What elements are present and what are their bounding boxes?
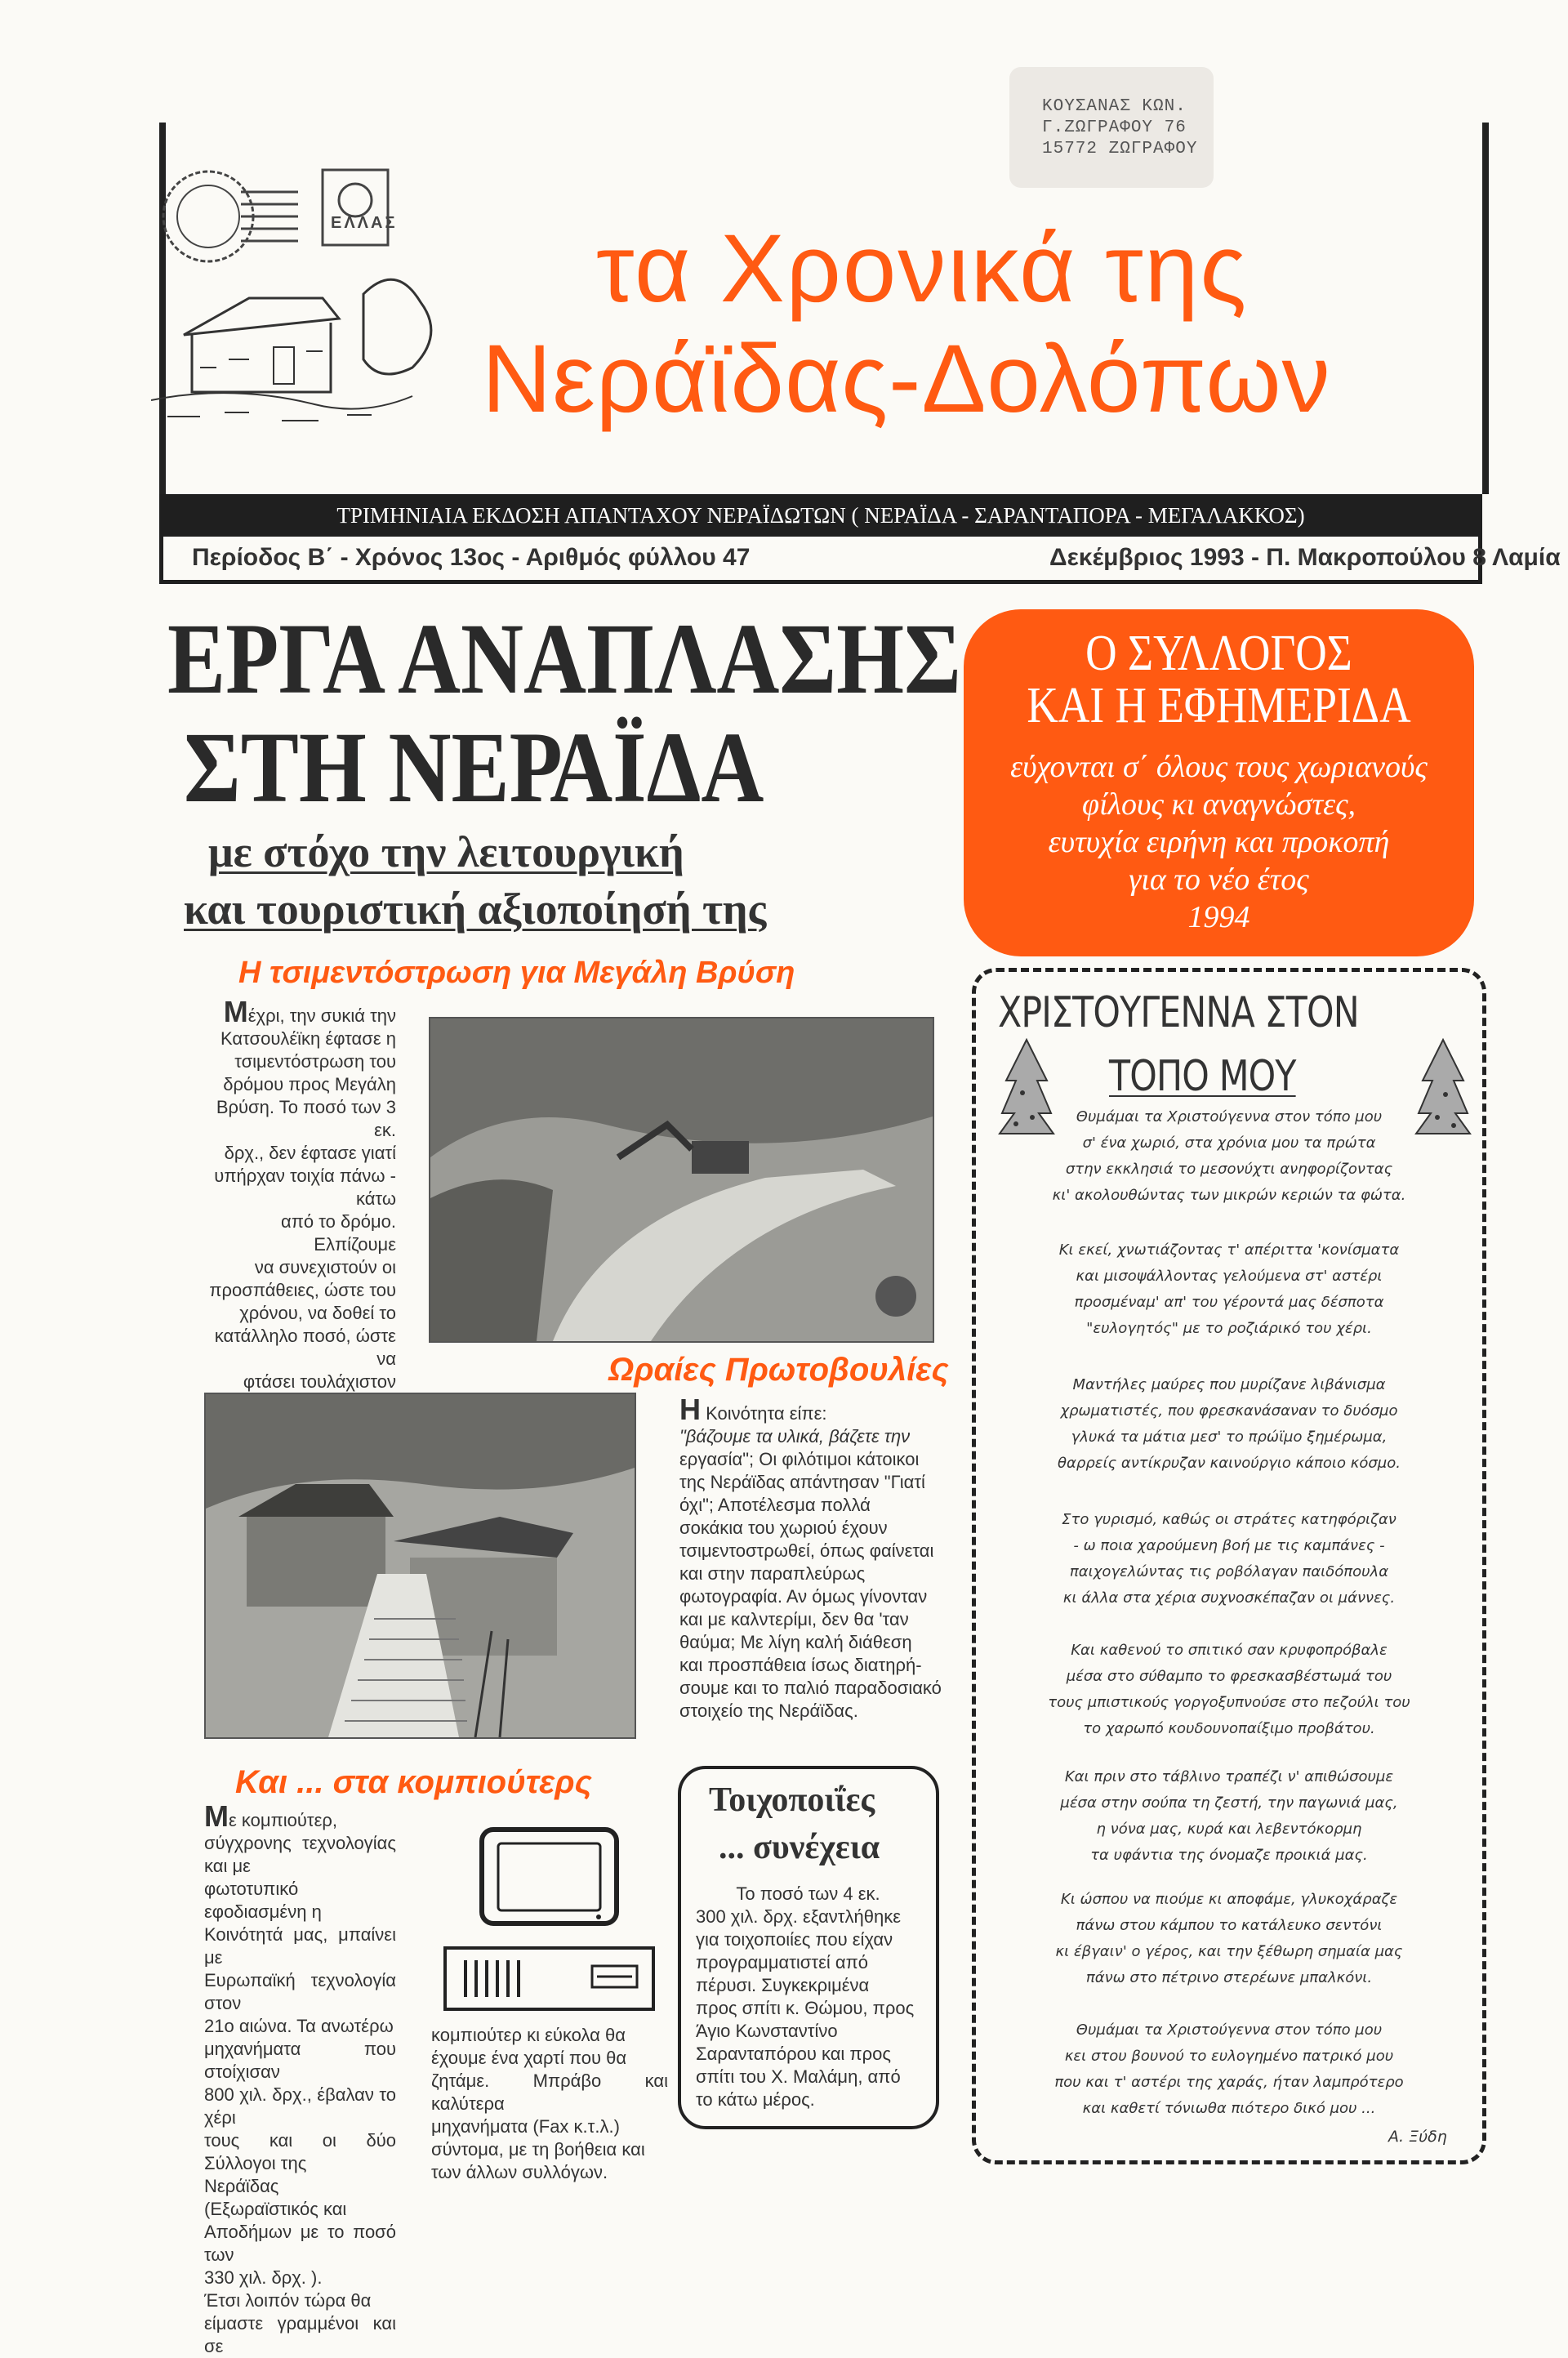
computer-icon xyxy=(437,1825,662,2017)
article3-line: τους και οι δύο Σύλλογοι της xyxy=(204,2130,396,2173)
article2-line: και στην παραπλεύρως xyxy=(679,1563,866,1584)
headline-subtitle-2: και τουριστική αξιοποίησή της xyxy=(184,885,767,934)
article1-body xyxy=(204,995,396,1439)
article3-line: κομπιούτερ κι εύκολα θα xyxy=(431,2025,626,2045)
article3-line: ζητάμε. Μπράβο και καλύτερα xyxy=(431,2070,668,2114)
article4-line: Το ποσό των 4 εκ. xyxy=(736,1883,880,1904)
address-line-1: ΚΟΥΣΑΝΑΣ ΚΩΝ. xyxy=(1042,97,1187,116)
poem-line: Μαντήλες μαύρες που μυρίζανε λιβάνισμα xyxy=(1072,1376,1386,1393)
headline-subtitle-1: με στόχο την λειτουργική xyxy=(208,827,684,876)
headline-line1: ΕΡΓΑ ΑΝΑΠΛΑΣΗΣ xyxy=(167,603,961,715)
address-line-2: Γ.ΖΩΓΡΑΦΟΥ 76 xyxy=(1042,118,1187,137)
poem-line: σ' ένα χωριό, στα χρόνια μου τα πρώτα xyxy=(1082,1134,1376,1152)
road-photo-illustration xyxy=(430,1019,933,1341)
article3-line: Αποδήμων με το ποσό των xyxy=(204,2222,396,2265)
poem-line: κι άλλα στα χέρια συχνοσκέπαζαν οι μάννες. xyxy=(1062,1589,1396,1607)
article1-line: υπήρχαν τοιχία πάνω - κάτω xyxy=(214,1166,396,1209)
article2-line: όχι"; Αποτέλεσμα πολλά xyxy=(679,1495,871,1515)
article2-line: Κοινότητα είπε: xyxy=(706,1403,827,1424)
article3-line: Ευρωπαϊκή τεχνολογία στον xyxy=(204,1970,396,2013)
article1-title: Η τσιμεντόστρωση για Μεγάλη Βρύση xyxy=(238,956,795,990)
article1-line: δρόμου προς Μεγάλη xyxy=(223,1074,396,1094)
poem-stanza xyxy=(988,1764,1470,1869)
article3-line: σύντομα, με τη βοήθεια και xyxy=(431,2139,645,2160)
article2-line: στοιχείο της Νεράϊδας. xyxy=(679,1701,858,1721)
issue-info-bar xyxy=(159,537,1561,584)
address-line-3: 15772 ΖΩΓΡΑΦΟΥ xyxy=(1042,140,1198,158)
masthead-band: ΤΡΙΜΗΝΙΑΙΑ ΕΚΔΟΣΗ ΑΠΑΝΤΑΧΟΥ ΝΕΡΑΪΔΩΤΩΝ ( ΝΕΡΑΪΔΑ - ΣΑΡΑΝΤΑΠΟΡΑ - ΜΕΓΑΛΑΚΚΟΣ) xyxy=(159,494,1482,537)
poem-stanza xyxy=(988,1887,1470,1991)
article3-line: 800 χιλ. δρχ., έβαλαν το χέρι xyxy=(204,2084,396,2128)
article3-line: μηχανήματα (Fax κ.τ.λ.) xyxy=(431,2116,620,2137)
poem-line: μέσα στο σύθαμπο το φρεσκασβέστωμά του xyxy=(1066,1668,1392,1685)
greeting-year: 1994 xyxy=(1187,900,1250,934)
article1-line: έχρι, την συκιά την xyxy=(247,1005,396,1026)
article3-body-cont xyxy=(431,2024,668,2184)
poem-line: παιχογελώντας τις ροβόλαγαν παιδόπουλα xyxy=(1069,1563,1389,1580)
poem-line: Κι εκεί, χνωτιάζοντας τ' απέριττα 'κονίσματα xyxy=(1058,1241,1400,1259)
headline-line2: ΣΤΗ ΝΕΡΑΪΔΑ xyxy=(184,711,764,823)
article2-dropcap: Η xyxy=(679,1393,701,1426)
poem-line: τους μπιστικούς γοργοξυπνούσε στο πεζούλι του xyxy=(1048,1694,1410,1711)
article3-line: σύγχρονης τεχνολογίας και με xyxy=(204,1833,396,1876)
article2-body xyxy=(679,1393,949,1723)
article1-line: Κατσουλέϊκη έφτασε η xyxy=(220,1028,396,1049)
article1-line: χρόνου, να δοθεί το xyxy=(239,1303,396,1323)
article1-line: φτάσει τουλάχιστον xyxy=(243,1371,396,1392)
article4-line: Σαρανταπόρου και προς xyxy=(696,2044,891,2064)
greeting-line-3: ευτυχία ειρήνη και προκοπή xyxy=(1048,825,1390,859)
article2-line: "βάζουμε τα υλικά, βάζετε την xyxy=(679,1426,911,1446)
article3-line: 21ο αιώνα. Τα ανωτέρω xyxy=(204,2016,394,2036)
article1-line: κατάλληλο ποσό, ώστε να xyxy=(214,1326,396,1369)
article1-line: να συνεχιστούν οι xyxy=(254,1257,396,1277)
postmark-illustration xyxy=(151,155,461,441)
article2-line: σοκάκια του χωριού έχουν xyxy=(679,1518,888,1538)
poem-stanza xyxy=(988,1237,1470,1342)
article4-line: προγραμματιστεί από xyxy=(696,1952,869,1972)
poem-line: κι' ακολουθώντας των μικρών κεριών τα φώτα. xyxy=(1052,1187,1406,1204)
article4-title1: Τοιχοποιΐες xyxy=(709,1781,875,1819)
poem-line: πάνω στο πέτρινο στερέωνε μπαλκόνι. xyxy=(1085,1969,1373,1986)
article2-line: και προσπάθεια ίσως διατηρή- xyxy=(679,1655,922,1675)
article3-title: Και ... στα κομπιούτερς xyxy=(235,1764,592,1800)
article3-line: 330 χιλ. δρχ. ). xyxy=(204,2267,323,2288)
poem-line: Και πριν στο τάβλινο τραπέζι ν' απιθώσουμε xyxy=(1064,1768,1394,1785)
poem-line: πάνω στου κάμπου το κατάλευκο σεντόνι xyxy=(1076,1917,1383,1934)
greeting-line-1: εύχονται σ΄ όλους τους χωριανούς xyxy=(1010,750,1428,784)
poem-line: Και καθενού το σπιτικό σαν κρυφοπρόβαλε xyxy=(1071,1642,1388,1659)
article1-line: δρχ., δεν έφτασε γιατί xyxy=(224,1143,396,1163)
article4-line: προς σπίτι κ. Θώμου, προς xyxy=(696,1998,915,2018)
poem-stanza xyxy=(988,1638,1470,1742)
article3-line: Νεράϊδας (Εξωραϊστικός και xyxy=(204,2176,347,2219)
article2-title: Ωραίες Πρωτοβουλίες xyxy=(608,1352,949,1388)
article2-line: τσιμεντοστρωθεί, όπως φαίνεται xyxy=(679,1540,934,1561)
poem-line: στην εκκλησιά το μεσονύχτι ανηφορίζοντας xyxy=(1065,1161,1393,1178)
poem-line: προσμέναμ' απ' του γέροντά μας δέσποτα xyxy=(1074,1294,1384,1311)
poem-line: και μισοψάλλοντας γελούμενα στ' αστέρι xyxy=(1076,1268,1383,1285)
article2-line: και με καλντερίμι, δεν θα 'ταν xyxy=(679,1609,909,1629)
issue-date: Δεκέμβριος 1993 - Π. Μακροπούλου 8 Λαμία xyxy=(1049,544,1561,571)
poem-line: Θυμάμαι τα Χριστούγεννα στον τόπο μου xyxy=(1076,2021,1383,2039)
article3-line: των άλλων συλλόγων. xyxy=(431,2162,608,2182)
article1-line: από το δρόμο. Ελπίζουμε xyxy=(281,1211,396,1255)
poem-stanza xyxy=(988,2017,1470,2122)
poem-line: η νόνα μας, κυρά και λεβεντόκορμη xyxy=(1096,1821,1362,1838)
article4-title2: ... συνέχεια xyxy=(719,1829,880,1866)
poem-line: τα υφάντια της όνομαζε προικιά μας. xyxy=(1090,1847,1368,1864)
village-photo xyxy=(204,1393,636,1739)
article1-dropcap: Μ xyxy=(223,995,248,1028)
article2-line: σουμε και το παλιό παραδοσιακό xyxy=(679,1678,942,1698)
poem-line: γλυκά τα μάτια μεσ' το πρώϊμο ξημέρωμα, xyxy=(1071,1429,1388,1446)
poem-line: χρωματιστές, που φρεσκανάσαναν το δυόσμο xyxy=(1060,1402,1398,1420)
stamp-country: ΕΛΛΑΣ xyxy=(331,214,398,232)
article2-line: θαύμα; Με λίγη καλή διάθεση xyxy=(679,1632,912,1652)
article3-line: Κοινότητά μας, μπαίνει με xyxy=(204,1924,396,1968)
article2-line: φωτογραφία. Αν όμως γίνονταν xyxy=(679,1586,928,1607)
article2-line: της Νεράϊδας απάντησαν "Γιατί xyxy=(679,1472,925,1492)
poem-line: "ευλογητός" με το ροζιάρικό του χέρι. xyxy=(1086,1320,1372,1337)
article4-body xyxy=(696,1883,920,2111)
poem-line: Στο γυρισμό, καθώς οι στράτες κατηφόριζαν xyxy=(1062,1511,1396,1528)
poem-line: - ω ποια χαρούμενη βοή με τις καμπάνες - xyxy=(1073,1537,1385,1554)
poem-stanza xyxy=(988,1372,1470,1477)
article3-line: φωτοτυπικό εφοδιασμένη η xyxy=(204,1879,322,1922)
article1-line: Βρύση. Το ποσό των 3 εκ. xyxy=(216,1097,396,1140)
issue-info: Περίοδος Β΄ - Χρόνος 13ος - Αριθμός φύλλου 47 xyxy=(192,544,751,571)
article1-line: προσπάθειες, ώστε του xyxy=(209,1280,396,1300)
village-photo-illustration xyxy=(206,1394,635,1737)
greeting-title-2: ΚΑΙ Η ΕΦΗΜΕΡΙΔΑ xyxy=(1027,678,1411,733)
poem-signature: Α. Ξύδη xyxy=(1388,2128,1447,2146)
greeting-box xyxy=(964,609,1474,956)
poem-line: Θυμάμαι τα Χριστούγεννα στον τόπο μου xyxy=(1076,1108,1383,1126)
road-photo xyxy=(429,1017,934,1343)
poem-line: το χαρωπό κουδουνοπαίξιμο προβάτου. xyxy=(1083,1720,1375,1737)
article4-line: το κάτω μέρος. xyxy=(696,2089,815,2110)
article4-line: 300 χιλ. δρχ. εξαντλήθηκε xyxy=(696,1906,902,1927)
article3-body xyxy=(204,1799,396,2358)
poem-line: και καθετί τόνιωθα πιότερο δικό μου ... xyxy=(1082,2100,1376,2117)
article1-line: τσιμεντόστρωση του xyxy=(234,1051,396,1072)
masthead-title-line1: τα Χρονικά της xyxy=(596,215,1249,323)
article3-line: μηχανήματα που στοίχισαν xyxy=(204,2039,396,2082)
poem-title-2: ΤΟΠΟ ΜΟΥ xyxy=(1109,1052,1296,1101)
article3-dropcap: Μ xyxy=(204,1799,229,1833)
poem-line: θαρρείς αντίκρυζαν καινούργιο κάποιο κόσμο. xyxy=(1058,1455,1401,1472)
greeting-line-4: για το νέο έτος xyxy=(1129,863,1309,897)
article4-line: Άγιο Κωνσταντίνο xyxy=(696,2021,838,2041)
article3-line: έχουμε ένα χαρτί που θα xyxy=(431,2048,627,2068)
article4-line: σπίτι του Χ. Μαλάμη, από xyxy=(696,2066,901,2087)
greeting-line-2: φίλους κι αναγνώστες, xyxy=(1081,787,1356,822)
poem-stanza xyxy=(988,1104,1470,1209)
poem-line: Κι ώσπου να πιούμε κι αποφάμε, γλυκοχάραζε xyxy=(1060,1891,1398,1908)
article2-line: εργασία"; Οι φιλότιμοι κάτοικοι xyxy=(679,1449,920,1469)
poem-line: που και τ' αστέρι της χαράς, ήταν λαμπρότερο xyxy=(1054,2074,1404,2091)
article3-line: ε κομπιούτερ, xyxy=(229,1810,338,1830)
article4-line: για τοιχοποιίες που είχαν xyxy=(696,1929,893,1950)
stamp-icon xyxy=(323,170,388,245)
poem-line: κι έβγαιν' ο γέρος, και την ξέθωρη σημαία μας xyxy=(1055,1943,1403,1960)
greeting-title-1: Ο ΣΥΛΛΟΓΟΣ xyxy=(1085,626,1352,681)
poem-line: μέσα στην σούπα τη ζεστή, την παγωνιά μας, xyxy=(1060,1794,1398,1812)
poem-title-1: ΧΡΙΣΤΟΥΓΕΝΝΑ ΣΤΟΝ xyxy=(998,988,1359,1037)
article3-line: Έτσι λοιπόν τώρα θα xyxy=(204,2290,372,2311)
article4-line: πέρυσι. Συγκεκριμένα xyxy=(696,1975,870,1995)
poem-line: κει στου βουνού το ευλογημένο πατρικό μου xyxy=(1064,2048,1394,2065)
masthead-title-line2: Νεράϊδας-Δολόπων xyxy=(482,325,1331,433)
poem-stanza xyxy=(988,1507,1470,1611)
article3-line: είμαστε γραμμένοι και σε xyxy=(204,2313,396,2356)
